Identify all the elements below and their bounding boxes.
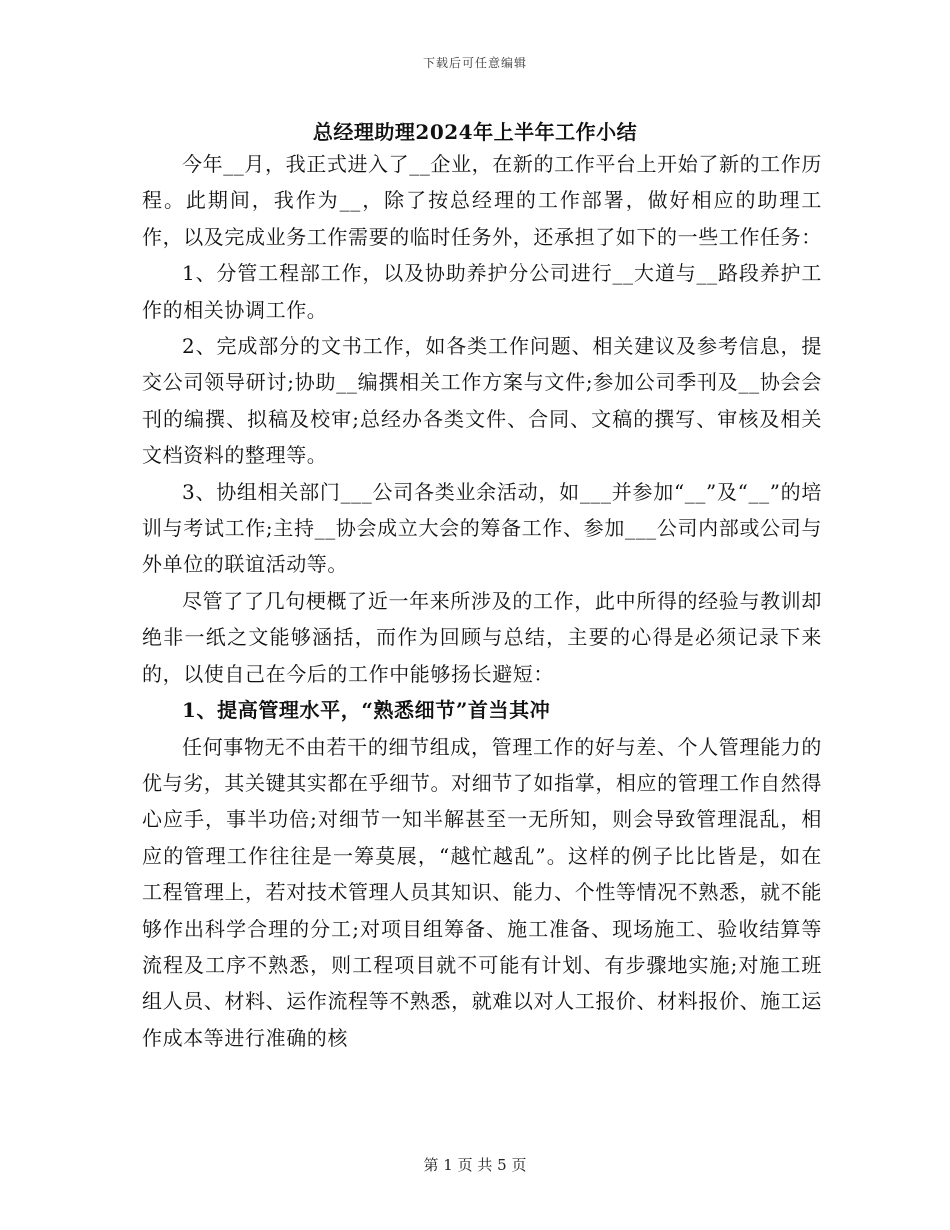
paragraph-summary: 尽管了了几句梗概了近一年来所涉及的工作，此中所得的经验与教训却绝非一纸之文能够涵括，而作为回顾与总结，主要的心得是必须记录下来的，以使自己在今后的工作中能够扬长避短： <box>142 588 822 686</box>
page-header-note: 下载后可任意编辑 <box>422 56 527 70</box>
paragraph-intro: 今年__月，我正式进入了__企业，在新的工作平台上开始了新的工作历程。此期间，我作为__，除了按总经理的工作部署，做好相应的助理工作，以及完成业务工作需要的临时任务外，还承担了如下的一些工作任务： <box>142 152 822 249</box>
paragraph-task-3: 3、协组相关部门___公司各类业余活动，如___并参加“__”及“__”的培训与考试工作;主持__协会成立大会的筹备工作、参加___公司内部或公司与外单位的联谊活动等。 <box>142 479 822 577</box>
section-heading-1: 1、提高管理水平，“熟悉细节”首当其冲 <box>182 698 551 723</box>
paragraph-details: 任何事物无不由若干的细节组成，管理工作的好与差、个人管理能力的优与劣，其关键其实都在乎细节。对细节了如指掌，相应的管理工作自然得心应手，事半功倍;对细节一知半解甚至一无所知，则会导致管理混乱，相应的管理工作往往是一筹莫展，“越忙越乱”。这样的例子比比皆是，如在工程管理上，若对技术管理人员其知识、能力、个性等情况不熟悉，就不能够作出科学合理的分工;对项目组筹备、施工准备、现场施工、验收结算等流程及工序不熟悉，则工程项目就不可能有计划、有步骤地实施;对施工班组人员、材料、运作流程等不熟悉，就难以对人工报价、材料报价、施工运作成本等进行准确的核 <box>142 734 822 1050</box>
document-title: 总经理助理2024年上半年工作小结 <box>312 120 638 144</box>
page-number: 第 1 页 共 5 页 <box>423 1156 527 1174</box>
paragraph-task-2: 2、完成部分的文书工作，如各类工作问题、相关建议及参考信息，提交公司领导研讨;协助__编撰相关工作方案与文件;参加公司季刊及__协会会刊的编撰、拟稿及校审;总经办各类文件、合同、文稿的撰写、审核及相关文档资料的整理等。 <box>142 334 822 468</box>
paragraph-task-1: 1、分管工程部工作，以及协助养护分公司进行__大道与__路段养护工作的相关协调工作。 <box>142 261 822 322</box>
document-body <box>142 146 822 1056</box>
